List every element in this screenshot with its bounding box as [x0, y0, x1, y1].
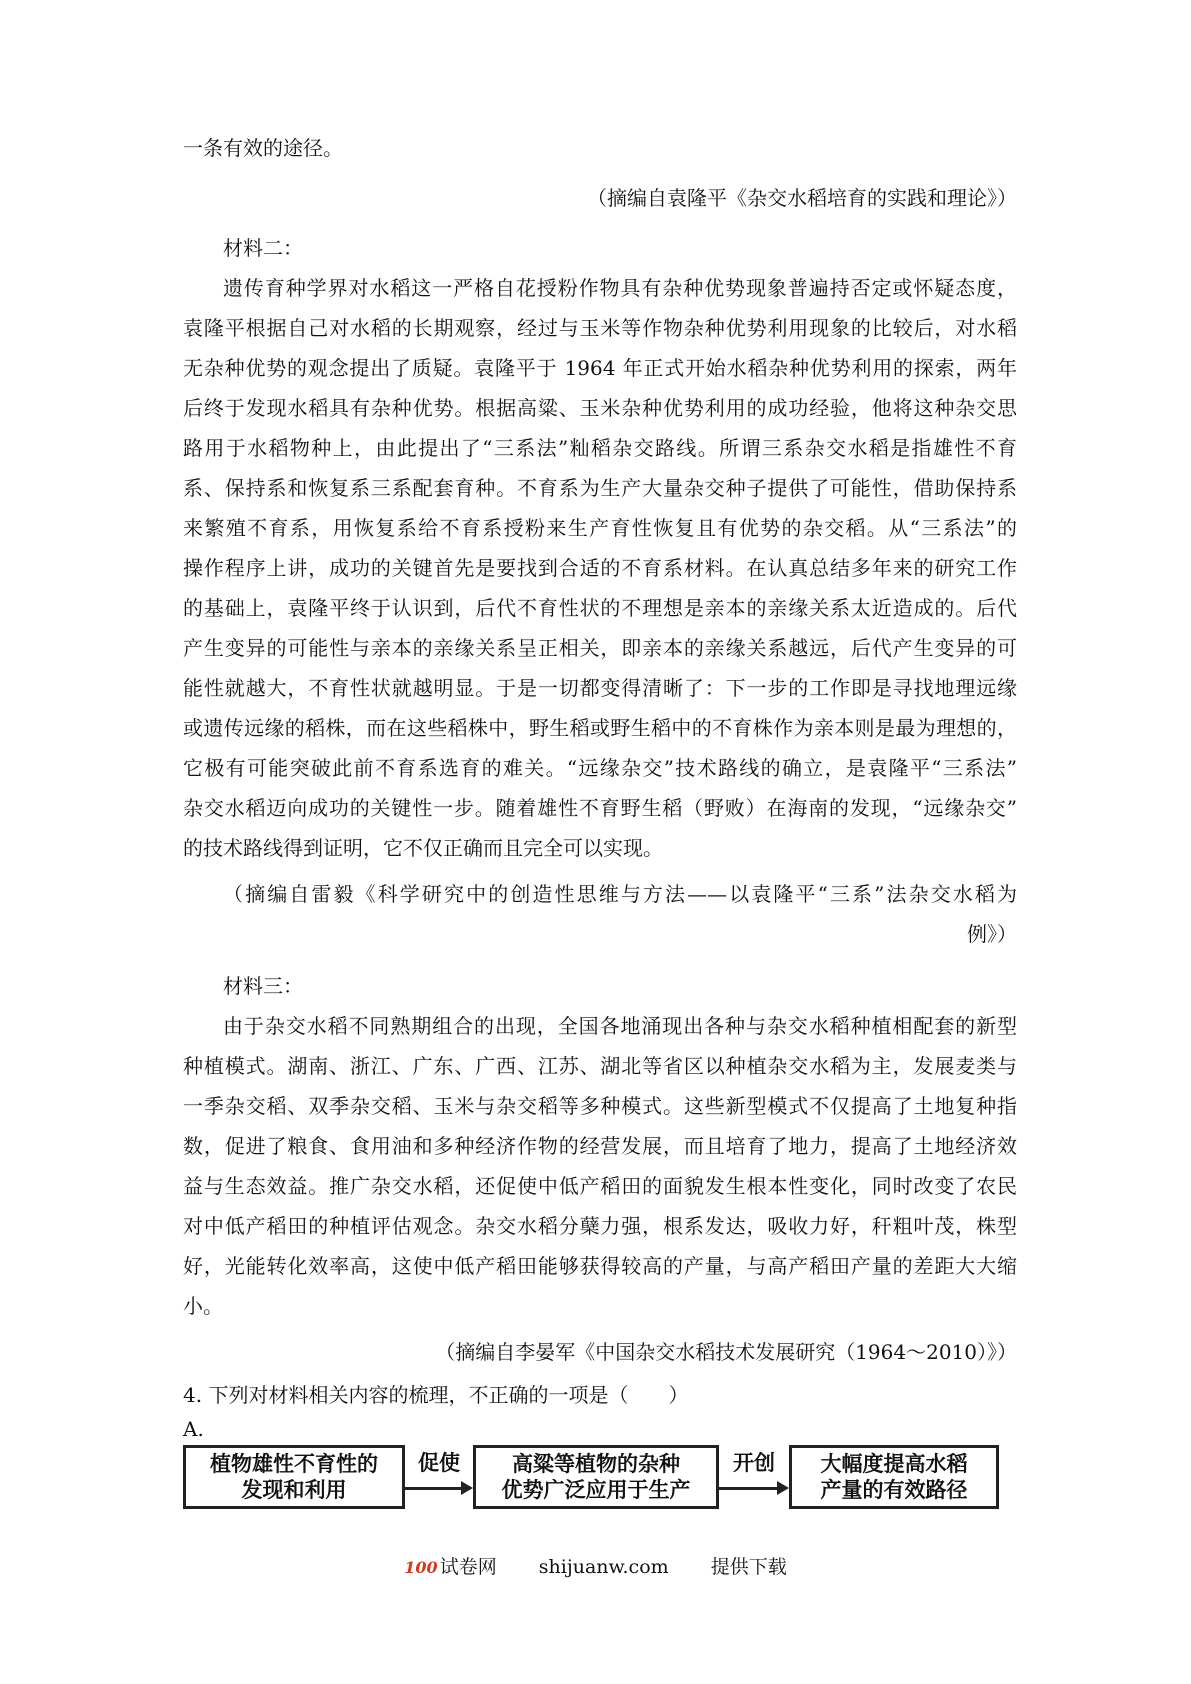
body-line: 能性就越大，不育性状就越明显。于是一切都变得清晰了：下一步的工作即是寻找地理远缘	[183, 676, 1017, 700]
body-line: 益与生态效益。推广杂交水稻，还促使中低产稻田的面貌发生根本性变化，同时改变了农民	[183, 1174, 1017, 1198]
body-line: 它极有可能突破此前不育系选育的难关。“远缘杂交”技术路线的确立，是袁隆平“三系法”	[183, 756, 1017, 780]
flow-arrow-2	[719, 1445, 789, 1509]
flow-box-2-line2: 优势广泛应用于生产	[501, 1478, 691, 1502]
source-material2-line1: （摘编自雷毅《科学研究中的创造性思维与方法——以袁隆平“三系”法杂交水稻为	[223, 882, 1017, 906]
site-logo: 100	[404, 1558, 438, 1577]
body-line: 种植模式。湖南、浙江、广东、广西、江苏、湖北等省区以种植杂交水稻为主，发展麦类与	[183, 1054, 1017, 1078]
body-line: 数，促进了粮食、食用油和多种经济作物的经营发展，而且培育了地力，提高了土地经济效	[183, 1134, 1017, 1158]
arrow-shaft	[405, 1487, 465, 1490]
body-line: 袁隆平根据自己对水稻的长期观察，经过与玉米等作物杂种优势利用现象的比较后，对水稻	[183, 316, 1017, 340]
body-line: 的基础上，袁隆平终于认识到，后代不育性状的不理想是亲本的亲缘关系太近造成的。后代	[183, 596, 1017, 620]
body-line: 一季杂交稻、双季杂交稻、玉米与杂交稻等多种模式。这些新型模式不仅提高了土地复种指	[183, 1094, 1017, 1118]
flow-arrow-1-label: 促使	[418, 1451, 460, 1475]
body-line: 路用于水稻物种上，由此提出了“三系法”籼稻杂交路线。所谓三系杂交水稻是指雄性不育	[183, 436, 1017, 460]
flow-box-1-line2: 发现和利用	[241, 1478, 347, 1502]
body-line: 操作程序上讲，成功的关键首先是要找到合适的不育系材料。在认真总结多年来的研究工作	[183, 556, 1017, 580]
material2-body	[183, 268, 1017, 868]
body-line: 遗传育种学界对水稻这一严格自花授粉作物具有杂种优势现象普遍持否定或怀疑态度，	[223, 276, 1017, 300]
body-line: 系、保持系和恢复系三系配套育种。不育系为生产大量杂交种子提供了可能性，借助保持系	[183, 476, 1017, 500]
question-stem: 4. 下列对材料相关内容的梳理，不正确的一项是（ ）	[183, 1383, 689, 1407]
source-material1: （摘编自袁隆平《杂交水稻培育的实践和理论》）	[587, 186, 1017, 210]
flow-box-2-line1: 高粱等植物的杂种	[512, 1452, 680, 1476]
arrow-shaft	[719, 1487, 781, 1490]
source-material3: （摘编自李晏军《中国杂交水稻技术发展研究（1964～2010）》）	[435, 1340, 1017, 1364]
source-material2-line2: 例》）	[967, 922, 1017, 946]
body-line: 后终于发现水稻具有杂种优势。根据高粱、玉米杂种优势利用的成功经验，他将这种杂交思	[183, 396, 1017, 420]
body-line: 的技术路线得到证明，它不仅正确而且完全可以实现。	[183, 836, 663, 860]
arrow-right-icon	[777, 1481, 789, 1495]
body-line: 来繁殖不育系，用恢复系给不育系授粉来生产育性恢复且有优势的杂交稻。从“三系法”的	[183, 516, 1017, 540]
arrow-right-icon	[461, 1481, 473, 1495]
flow-box-1-line1: 植物雄性不育性的	[210, 1452, 378, 1476]
flow-arrow-2-label: 开创	[733, 1451, 775, 1475]
body-line: 无杂种优势的观念提出了质疑。袁隆平于 1964 年正式开始水稻杂种优势利用的探索，两年	[183, 356, 1017, 380]
material3-body	[183, 1006, 1017, 1326]
body-line: 对中低产稻田的种植评估观念。杂交水稻分蘖力强，根系发达，吸收力好，秆粗叶茂，株型	[183, 1214, 1017, 1238]
option-a-label: A.	[183, 1417, 204, 1441]
body-line: 由于杂交水稻不同熟期组合的出现，全国各地涌现出各种与杂交水稻种植相配套的新型	[223, 1014, 1017, 1038]
footer-note: 提供下载	[710, 1556, 787, 1578]
body-line: 杂交水稻迈向成功的关键性一步。随着雄性不育野生稻（野败）在海南的发现，“远缘杂交”	[183, 796, 1017, 820]
question-block	[183, 1380, 688, 1444]
body-line: 或遗传远缘的稻株，而在这些稻株中，野生稻或野生稻中的不育株作为亲本则是最为理想的，	[183, 716, 1017, 740]
flow-box-3-line2: 产量的有效路径	[820, 1478, 968, 1502]
flow-box-1	[183, 1445, 405, 1509]
footer-domain[interactable]: shijuanw.com	[538, 1556, 669, 1578]
flow-box-3	[789, 1445, 999, 1509]
flow-box-3-line1: 大幅度提高水稻	[820, 1452, 968, 1476]
material3-heading: 材料三：	[223, 974, 303, 998]
continuation-line: 一条有效的途径。	[183, 136, 343, 160]
flow-box-2	[473, 1445, 719, 1509]
text-column	[183, 128, 1017, 1372]
body-line: 产生变异的可能性与亲本的亲缘关系呈正相关，即亲本的亲缘关系越远，后代产生变异的可	[183, 636, 1017, 660]
footer-site-name: 试卷网	[439, 1556, 497, 1578]
material2-heading: 材料二：	[223, 236, 303, 260]
page-footer	[0, 1552, 1191, 1579]
flow-arrow-1	[405, 1445, 473, 1509]
body-line: 好，光能转化效率高，这使中低产稻田能够获得较高的产量，与高产稻田产量的差距大大缩	[183, 1254, 1017, 1278]
flowchart-option-a	[183, 1445, 1017, 1515]
body-line: 小。	[183, 1294, 223, 1318]
